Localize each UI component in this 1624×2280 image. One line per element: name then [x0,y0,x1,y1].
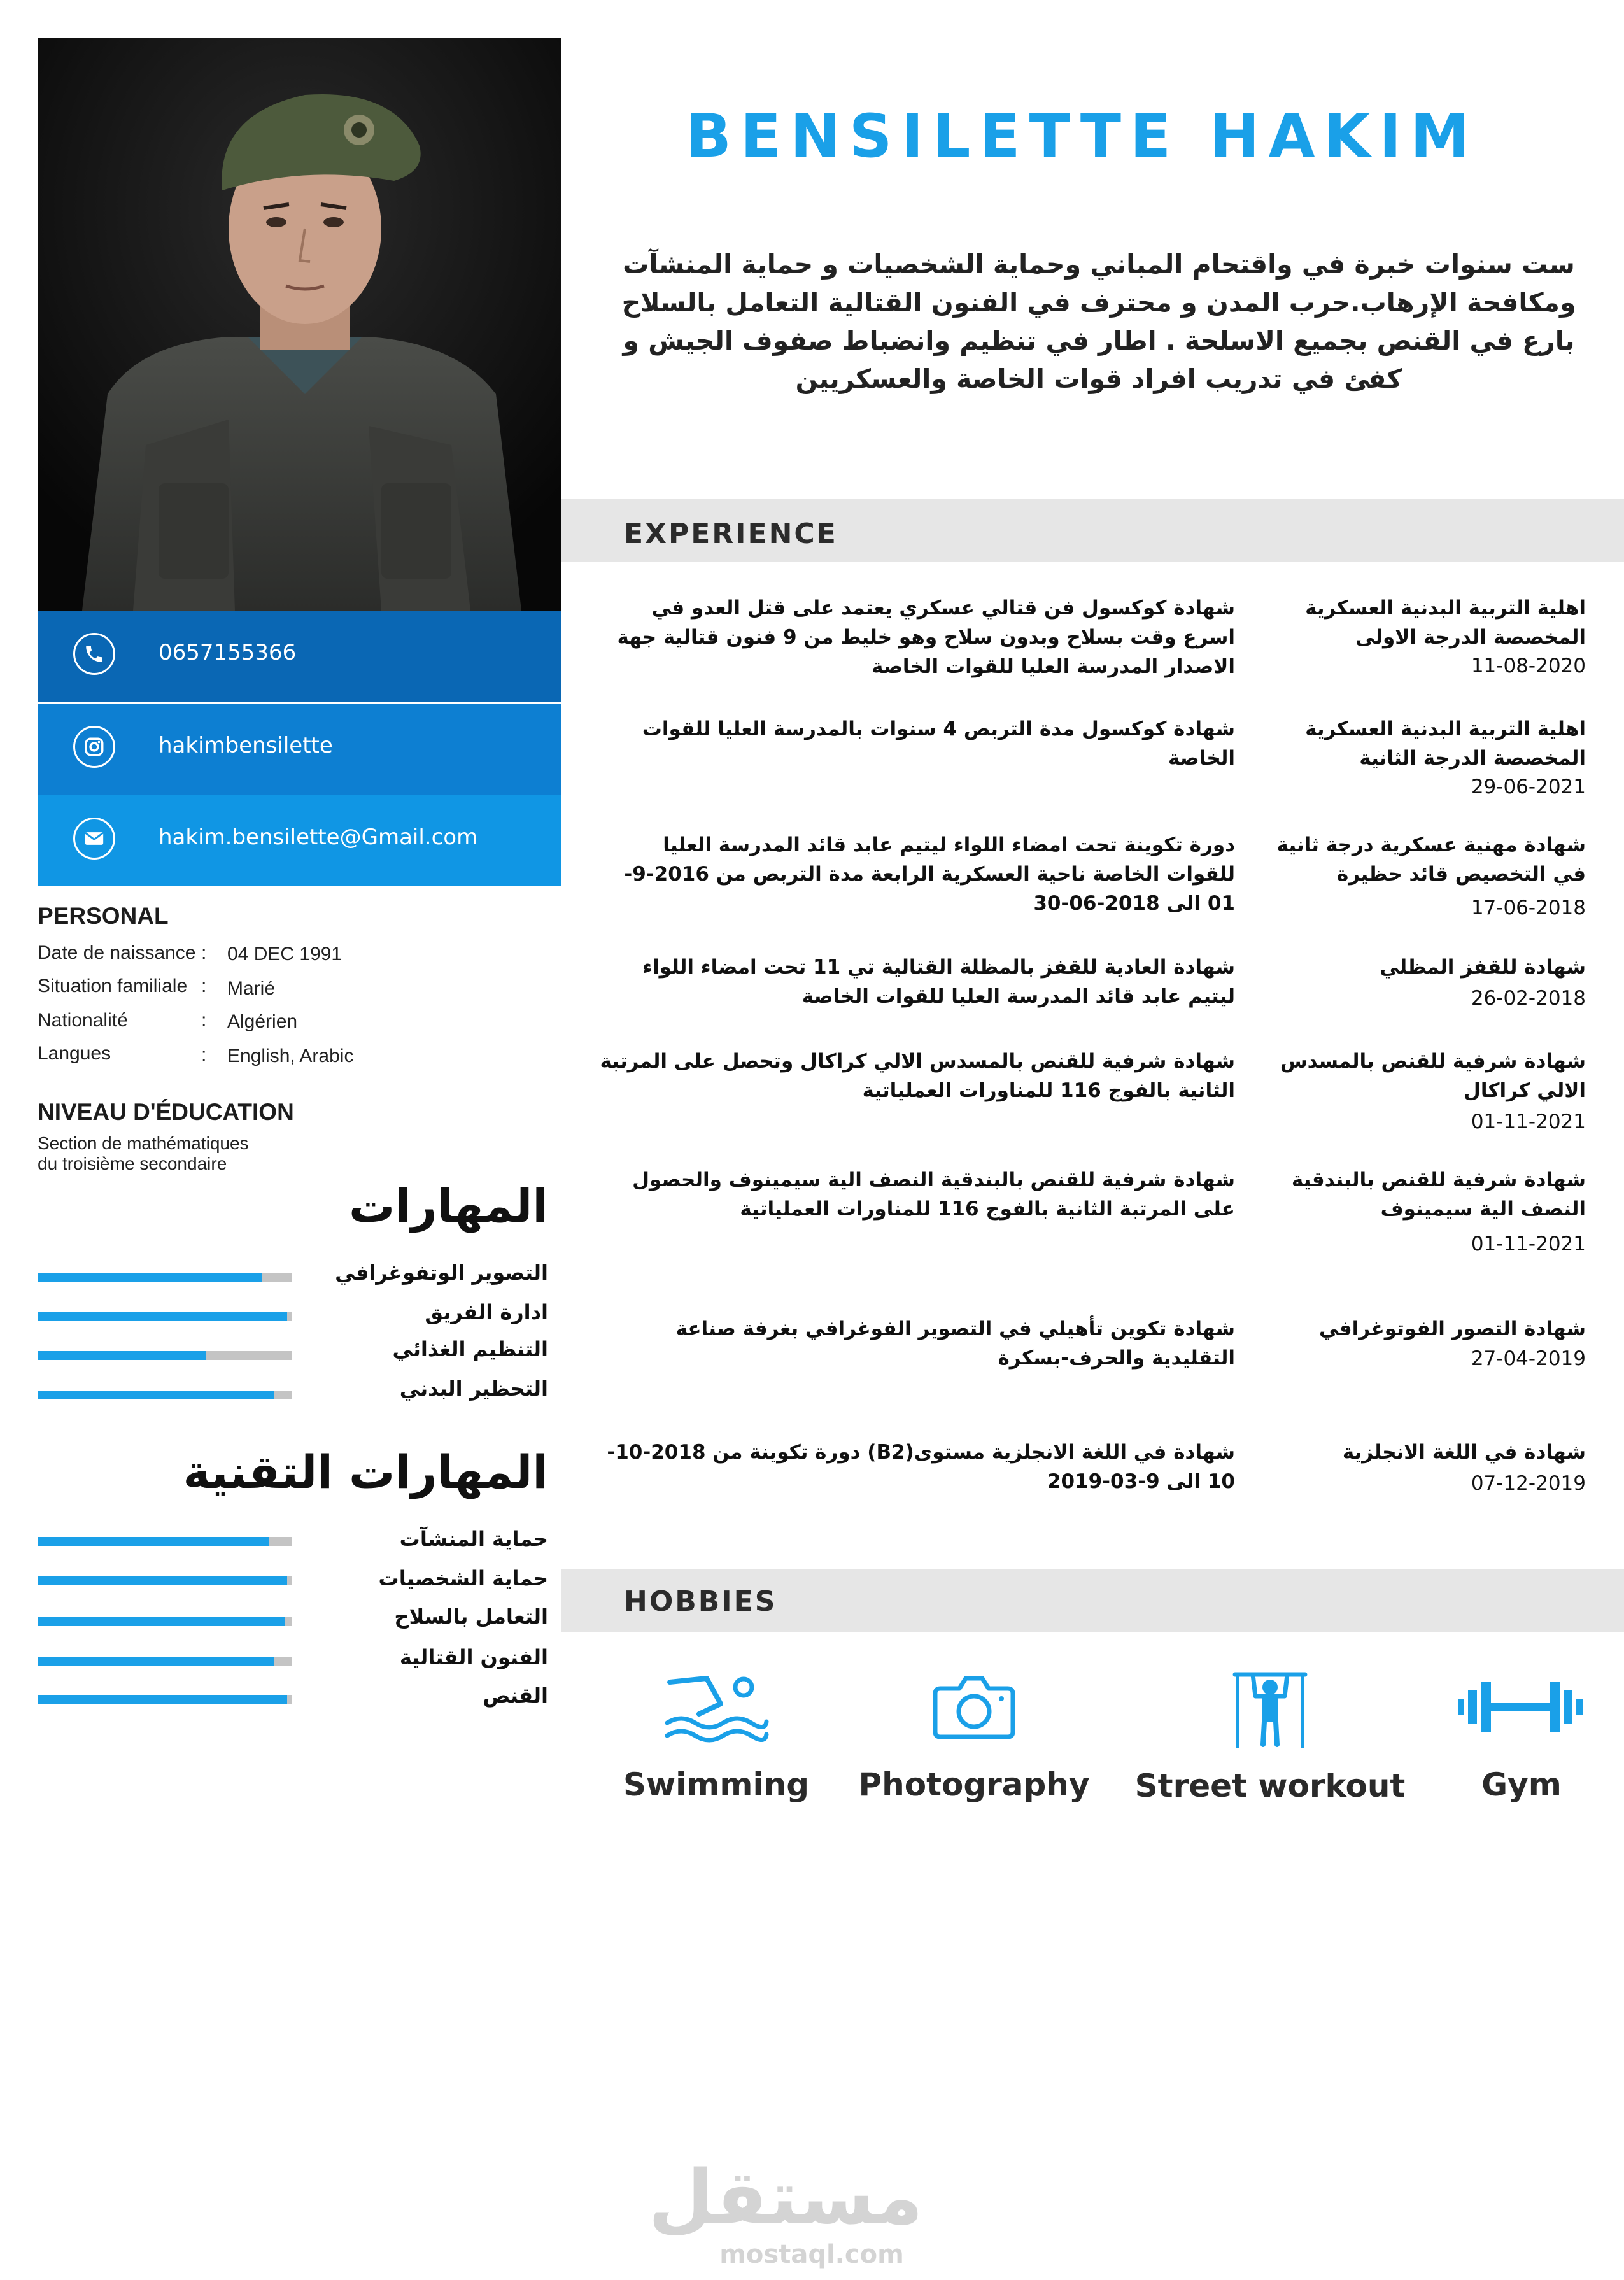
personal-colon: : [201,1044,207,1065]
personal-colon: : [201,1010,207,1031]
tech-skill-label: حماية الشخصيات [378,1566,548,1590]
experience-description: دورة تكوينة تحت امضاء اللواء ليتيم عابد قائد المدرسة العليا للقوات الخاصة ناحية العسكرية الرابعة مدة التربص من 2016-9-01 الى 2018-06-30 [624,833,1235,915]
experience-date: 11-08-2020 [1471,655,1586,677]
experience-band [561,499,1624,562]
pull-up-icon [1216,1668,1324,1745]
experience-date: 27-04-2019 [1471,1347,1586,1370]
tech-skill-bar [38,1617,292,1626]
experience-title: شهادة للقفز المظلي [1380,956,1586,979]
mail-icon [73,818,115,860]
instagram-icon [73,726,115,768]
experience-title: شهادة التصور الفوتوغرافي [1319,1317,1586,1340]
experience-description: شهادة العادية للقفز بالمظلة القتالية تي 11 تحت امضاء اللواء ليتيم عابد قائد المدرسة العليا للقوات الخاصة [642,956,1235,1008]
experience-description: شهادة شرفية للقنص بالبندقية النصف الية سيمينوف والحصول على المرتبة الثانية بالفوج 116 للمناورات العملياتية [632,1168,1235,1221]
hobby-label-street-workout: Street workout [1134,1767,1406,1804]
experience-date: 29-06-2021 [1471,775,1586,798]
tech-skill-bar [38,1657,292,1666]
skill-label: التصوير الوتفوغرافي [335,1261,548,1285]
tech-skill-label: التعامل بالسلاح [394,1604,548,1629]
experience-date: 26-02-2018 [1471,987,1586,1010]
tech-skills-heading: المهارات التقنية [183,1445,548,1499]
full-name: BENSILETTE HAKIM [686,102,1479,171]
nationality-value: Algérien [227,1011,298,1032]
education-line-2: du troisième secondaire [38,1154,227,1173]
skill-bar [38,1312,292,1321]
watermark-logo: مستقل [648,2153,923,2241]
skill-label: ادارة الفريق [425,1300,548,1324]
experience-description: شهادة كوكسول مدة التربص 4 سنوات بالمدرسة العليا للقوات الخاصة [642,718,1235,770]
contact-phone[interactable] [38,611,561,702]
experience-date: 17-06-2018 [1471,896,1586,919]
swimming-icon [662,1668,770,1745]
experience-description: شهادة شرفية للقنص بالمسدس الالي كراكال وتحصل على المرتبة الثانية بالفوج 116 للمناورات العملياتية [600,1050,1235,1102]
personal-label: Langues [38,1043,111,1064]
experience-date: 07-12-2019 [1471,1472,1586,1495]
tech-skill-label: الفنون القتالية [399,1645,548,1669]
experience-title: شهادة شرفية للقنص بالمسدس الالي كراكال [1280,1050,1586,1102]
contact-email[interactable] [38,795,561,886]
birth-date-value: 04 DEC 1991 [227,944,342,965]
experience-description: شهادة تكوين تأهيلي في التصوير الفوغرافي بغرفة صناعة التقليدية والحرف-بسكرة [675,1317,1235,1370]
profile-photo [38,38,561,611]
skill-bar [38,1351,292,1360]
experience-title: شهادة في اللغة الانجلزية [1342,1441,1586,1464]
tech-skill-label: القنص [483,1683,548,1708]
dumbbell-icon [1457,1672,1565,1748]
experience-date: 01-11-2021 [1471,1110,1586,1133]
tech-skill-bar [38,1576,292,1585]
experience-heading: EXPERIENCE [624,518,838,550]
experience-title: اهلية التربية البدنية العسكرية المخصصة الدرجة الثانية [1305,718,1586,770]
personal-label: Nationalité [38,1010,128,1031]
email-address: hakim.bensilette@Gmail.com [159,825,478,850]
education-line-1: Section de mathématiques [38,1133,249,1153]
personal-colon: : [201,975,207,996]
personal-label: Date de naissance [38,942,196,963]
languages-value: English, Arabic [227,1045,354,1066]
phone-number: 0657155366 [159,640,297,665]
personal-label: Situation familiale [38,975,188,996]
instagram-handle: hakimbensilette [159,733,333,758]
contact-instagram[interactable] [38,704,561,795]
skill-bar [38,1391,292,1399]
education-heading: NIVEAU D'ÉDUCATION [38,1099,294,1125]
watermark-url: mostaql.com [719,2240,904,2269]
experience-title: شهادة شرفية للقنص بالبندقية النصف الية سيمينوف [1291,1168,1586,1221]
personal-colon: : [201,942,207,963]
experience-title: اهلية التربية البدنية العسكرية المخصصة الدرجة الاولى [1305,597,1586,649]
skill-bar [38,1273,292,1282]
hobby-label-photography: Photography [858,1766,1090,1803]
camera-icon [920,1668,1028,1745]
tech-skill-bar [38,1695,292,1704]
tech-skill-bar [38,1537,292,1546]
profile-summary: ست سنوات خبرة في واقتحام المباني وحماية الشخصيات و حماية المنشآت ومكافحة الإرهاب.حرب المدن و محترف في الفنون القتالية التعامل بالسلاح بارع في القنص بجميع الاسلحة . اطار في تنظيم وانضباط صفوف الجيش و كفئ في تدريب افراد قوات الخاصة والعسكريين [621,249,1576,394]
experience-description: شهادة في اللغة الانجلزية مستوى(B2) دورة تكوينة من 2018-10-10 الى 9-03-2019 [607,1441,1235,1493]
hobbies-heading: HOBBIES [624,1585,777,1618]
tech-skill-label: حماية المنشآت [399,1527,548,1551]
skill-label: التنظيم الغذائي [392,1337,548,1361]
experience-description: شهادة كوكسول فن قتالي عسكري يعتمد على قتل العدو في اسرع وقت بسلاح وبدون سلاح وهو خليط من 9 فنون قتالية جهة الاصدار المدرسة العليا للقوات الخاصة [617,597,1235,678]
hobby-label-swimming: Swimming [623,1766,810,1803]
hobbies-band [561,1569,1624,1632]
phone-icon [73,633,115,675]
skill-label: التحظير البدني [399,1377,548,1401]
hobby-label-gym: Gym [1481,1766,1562,1803]
experience-title: شهادة مهنية عسكرية درجة ثانية في التخصيص قائد حظيرة [1276,833,1586,886]
personal-heading: PERSONAL [38,903,169,929]
skills-heading: المهارات [348,1179,548,1233]
marital-status-value: Marié [227,978,276,999]
experience-date: 01-11-2021 [1471,1233,1586,1256]
